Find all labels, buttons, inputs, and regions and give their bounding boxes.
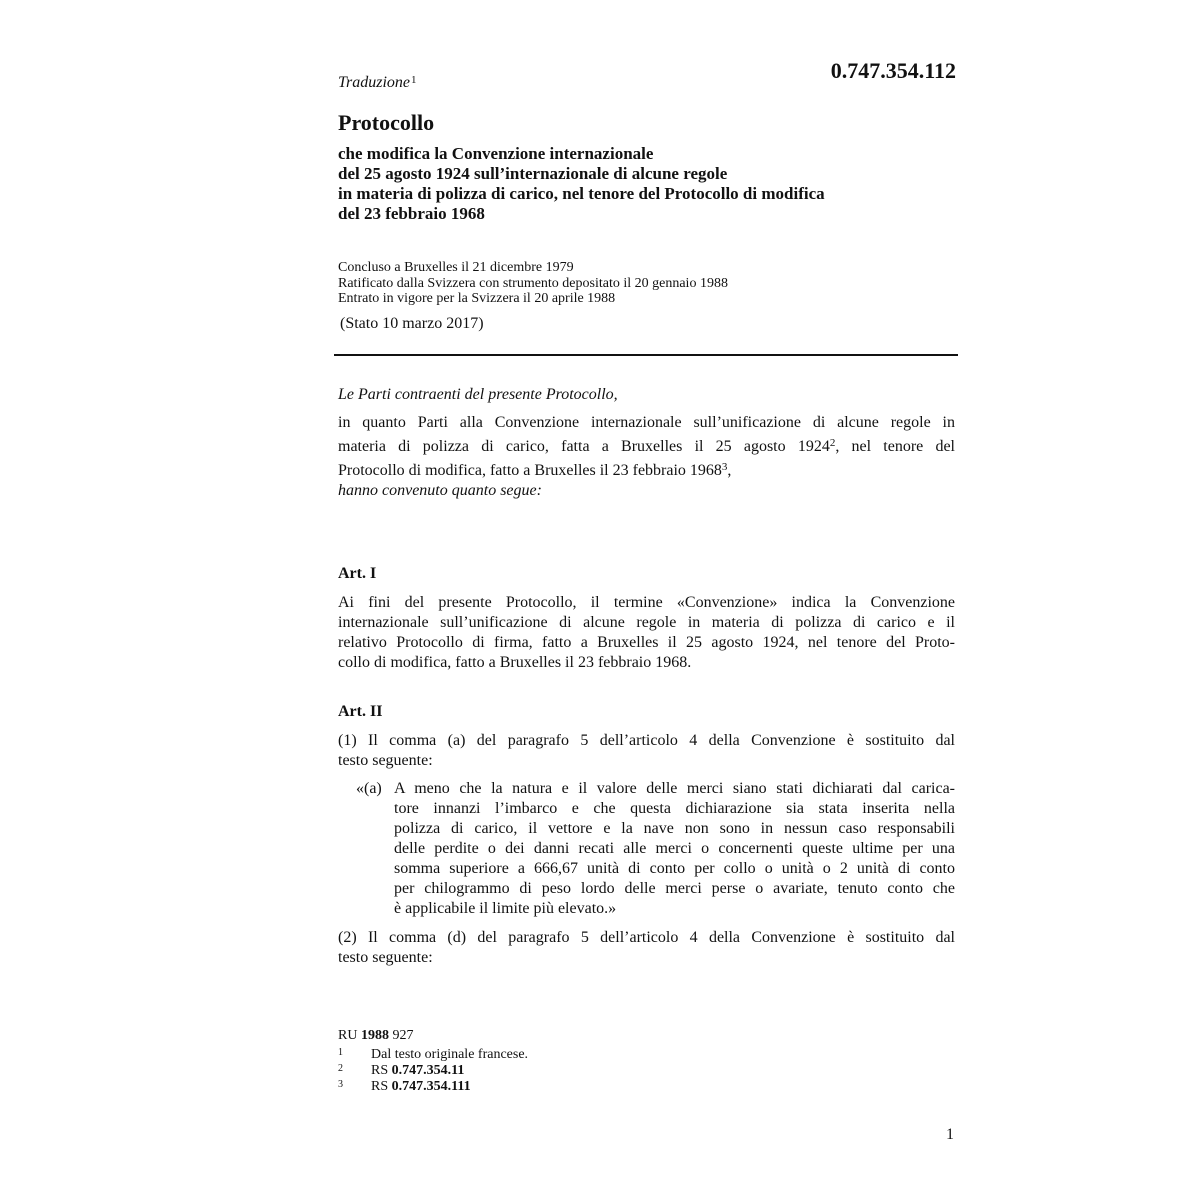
footnote-number: 3 — [338, 1079, 343, 1090]
page-number: 1 — [946, 1126, 954, 1143]
footnote-link[interactable]: 0.747.354.111 — [391, 1079, 471, 1094]
preamble-text — [338, 413, 955, 481]
quote-line: A meno che la natura e il valore delle merci siano stati dichiarati dal carica- — [394, 780, 955, 797]
translation-label: Traduzione — [338, 74, 411, 91]
article-line: testo seguente: — [338, 949, 433, 966]
preamble-intro: Le Parti contraenti del presente Protocollo, — [338, 386, 618, 403]
preamble-line: in quanto Parti alla Convenzione internazionale sull’unificazione di alcune regole in — [338, 414, 955, 431]
article-2-paragraph-1 — [338, 731, 955, 771]
article-line: testo seguente: — [338, 752, 433, 769]
article-line: (1) Il comma (a) del paragrafo 5 dell’articolo 4 della Convenzione è sostituito dal — [338, 732, 955, 749]
preamble-line-text: materia di polizza di carico, fatta a Bruxelles il 25 agosto 1924 — [338, 438, 830, 455]
footnote-prefix: RS — [371, 1079, 389, 1094]
concluded-date: Concluso a Bruxelles il 21 dicembre 1979 — [338, 260, 574, 275]
preamble-closing: hanno convenuto quanto segue: — [338, 482, 542, 499]
footnote-ref-1[interactable]: 1 — [411, 74, 417, 86]
article-line: (2) Il comma (d) del paragrafo 5 dell’articolo 4 della Convenzione è sostituito dal — [338, 929, 955, 946]
translation-note — [338, 74, 417, 92]
footnote-ref-3[interactable]: 3 — [721, 461, 728, 473]
treaty-metadata — [338, 260, 728, 307]
quote-line: è applicabile il limite più elevato.» — [394, 900, 617, 917]
article-2-heading: Art. II — [338, 703, 383, 720]
article-2-paragraph-2 — [338, 928, 955, 968]
preamble-line — [338, 457, 955, 481]
quote-rest — [356, 799, 955, 919]
ru-page: 927 — [392, 1028, 414, 1043]
quote-line: polizza di carico, il vettore e la nave non sono in nessun caso responsabili — [394, 820, 955, 837]
quote-line: somma superiore a 666,67 unità di conto per collo o unità o 2 unità di conto — [394, 860, 955, 877]
ru-reference — [338, 1028, 528, 1044]
footnote-1 — [338, 1047, 528, 1063]
article-line: collo di modifica, fatto a Bruxelles il 23 febbraio 1968. — [338, 654, 692, 671]
footnote-number: 1 — [338, 1047, 343, 1058]
preamble-line-text: , — [727, 462, 732, 479]
footnote-text: Dal testo originale francese. — [371, 1047, 529, 1062]
ratified-date: Ratificato dalla Svizzera con strumento depositato il 20 gennaio 1988 — [338, 275, 728, 291]
document-subtitle — [338, 144, 978, 224]
quote-marker: «(a) — [356, 780, 382, 797]
subtitle-line: del 23 febbraio 1968 — [338, 204, 485, 223]
sr-number: 0.747.354.112 — [830, 58, 956, 83]
quote-line: delle perdite o dei danni recati alle merci o concernenti queste ultime per una — [394, 840, 955, 857]
subtitle-line: in materia di polizza di carico, nel tenore del Protocollo di modifica — [338, 184, 825, 203]
ru-prefix: RU — [338, 1028, 358, 1043]
quote-line: per chilogrammo di peso lordo delle merci perse o avariate, tenuto conto che — [394, 880, 955, 897]
footnote-2 — [338, 1063, 528, 1079]
footnote-3 — [338, 1079, 528, 1095]
footnote-ref-2[interactable]: 2 — [829, 437, 836, 449]
header-divider — [334, 354, 958, 356]
preamble-line-text: Protocollo di modifica, fatto a Bruxelles il 23 febbraio 1968 — [338, 462, 722, 479]
quote-line: tore innanzi l’imbarco e che questa dichiarazione sia stata inserita nella — [394, 800, 955, 817]
subtitle-line: del 25 agosto 1924 sull’internazionale di alcune regole — [338, 164, 728, 183]
subtitle-line: che modifica la Convenzione internazionale — [338, 144, 654, 163]
status-date: (Stato 10 marzo 2017) — [340, 315, 484, 332]
article-1-text — [338, 593, 955, 673]
article-1-heading: Art. I — [338, 565, 377, 582]
footnote-number: 2 — [338, 1063, 343, 1074]
quote-first-line — [356, 779, 955, 799]
article-line: Ai fini del presente Protocollo, il termine «Convenzione» indica la Convenzione — [338, 594, 955, 611]
article-line: relativo Protocollo di firma, fatto a Bruxelles il 25 agosto 1924, nel tenore del Proto- — [338, 634, 955, 651]
entry-into-force-date: Entrato in vigore per la Svizzera il 20 aprile 1988 — [338, 291, 616, 306]
quoted-clause — [356, 779, 955, 919]
preamble-line-text: , nel tenore del — [835, 438, 955, 455]
article-line: internazionale sull’unificazione di alcune regole in materia di polizza di carico e il — [338, 614, 955, 631]
preamble-line — [338, 433, 955, 457]
document-title: Protocollo — [338, 110, 435, 135]
footnote-link[interactable]: 0.747.354.11 — [391, 1063, 465, 1078]
ru-year: 1988 — [360, 1028, 389, 1043]
footnotes — [338, 1028, 528, 1095]
footnote-prefix: RS — [371, 1063, 389, 1078]
